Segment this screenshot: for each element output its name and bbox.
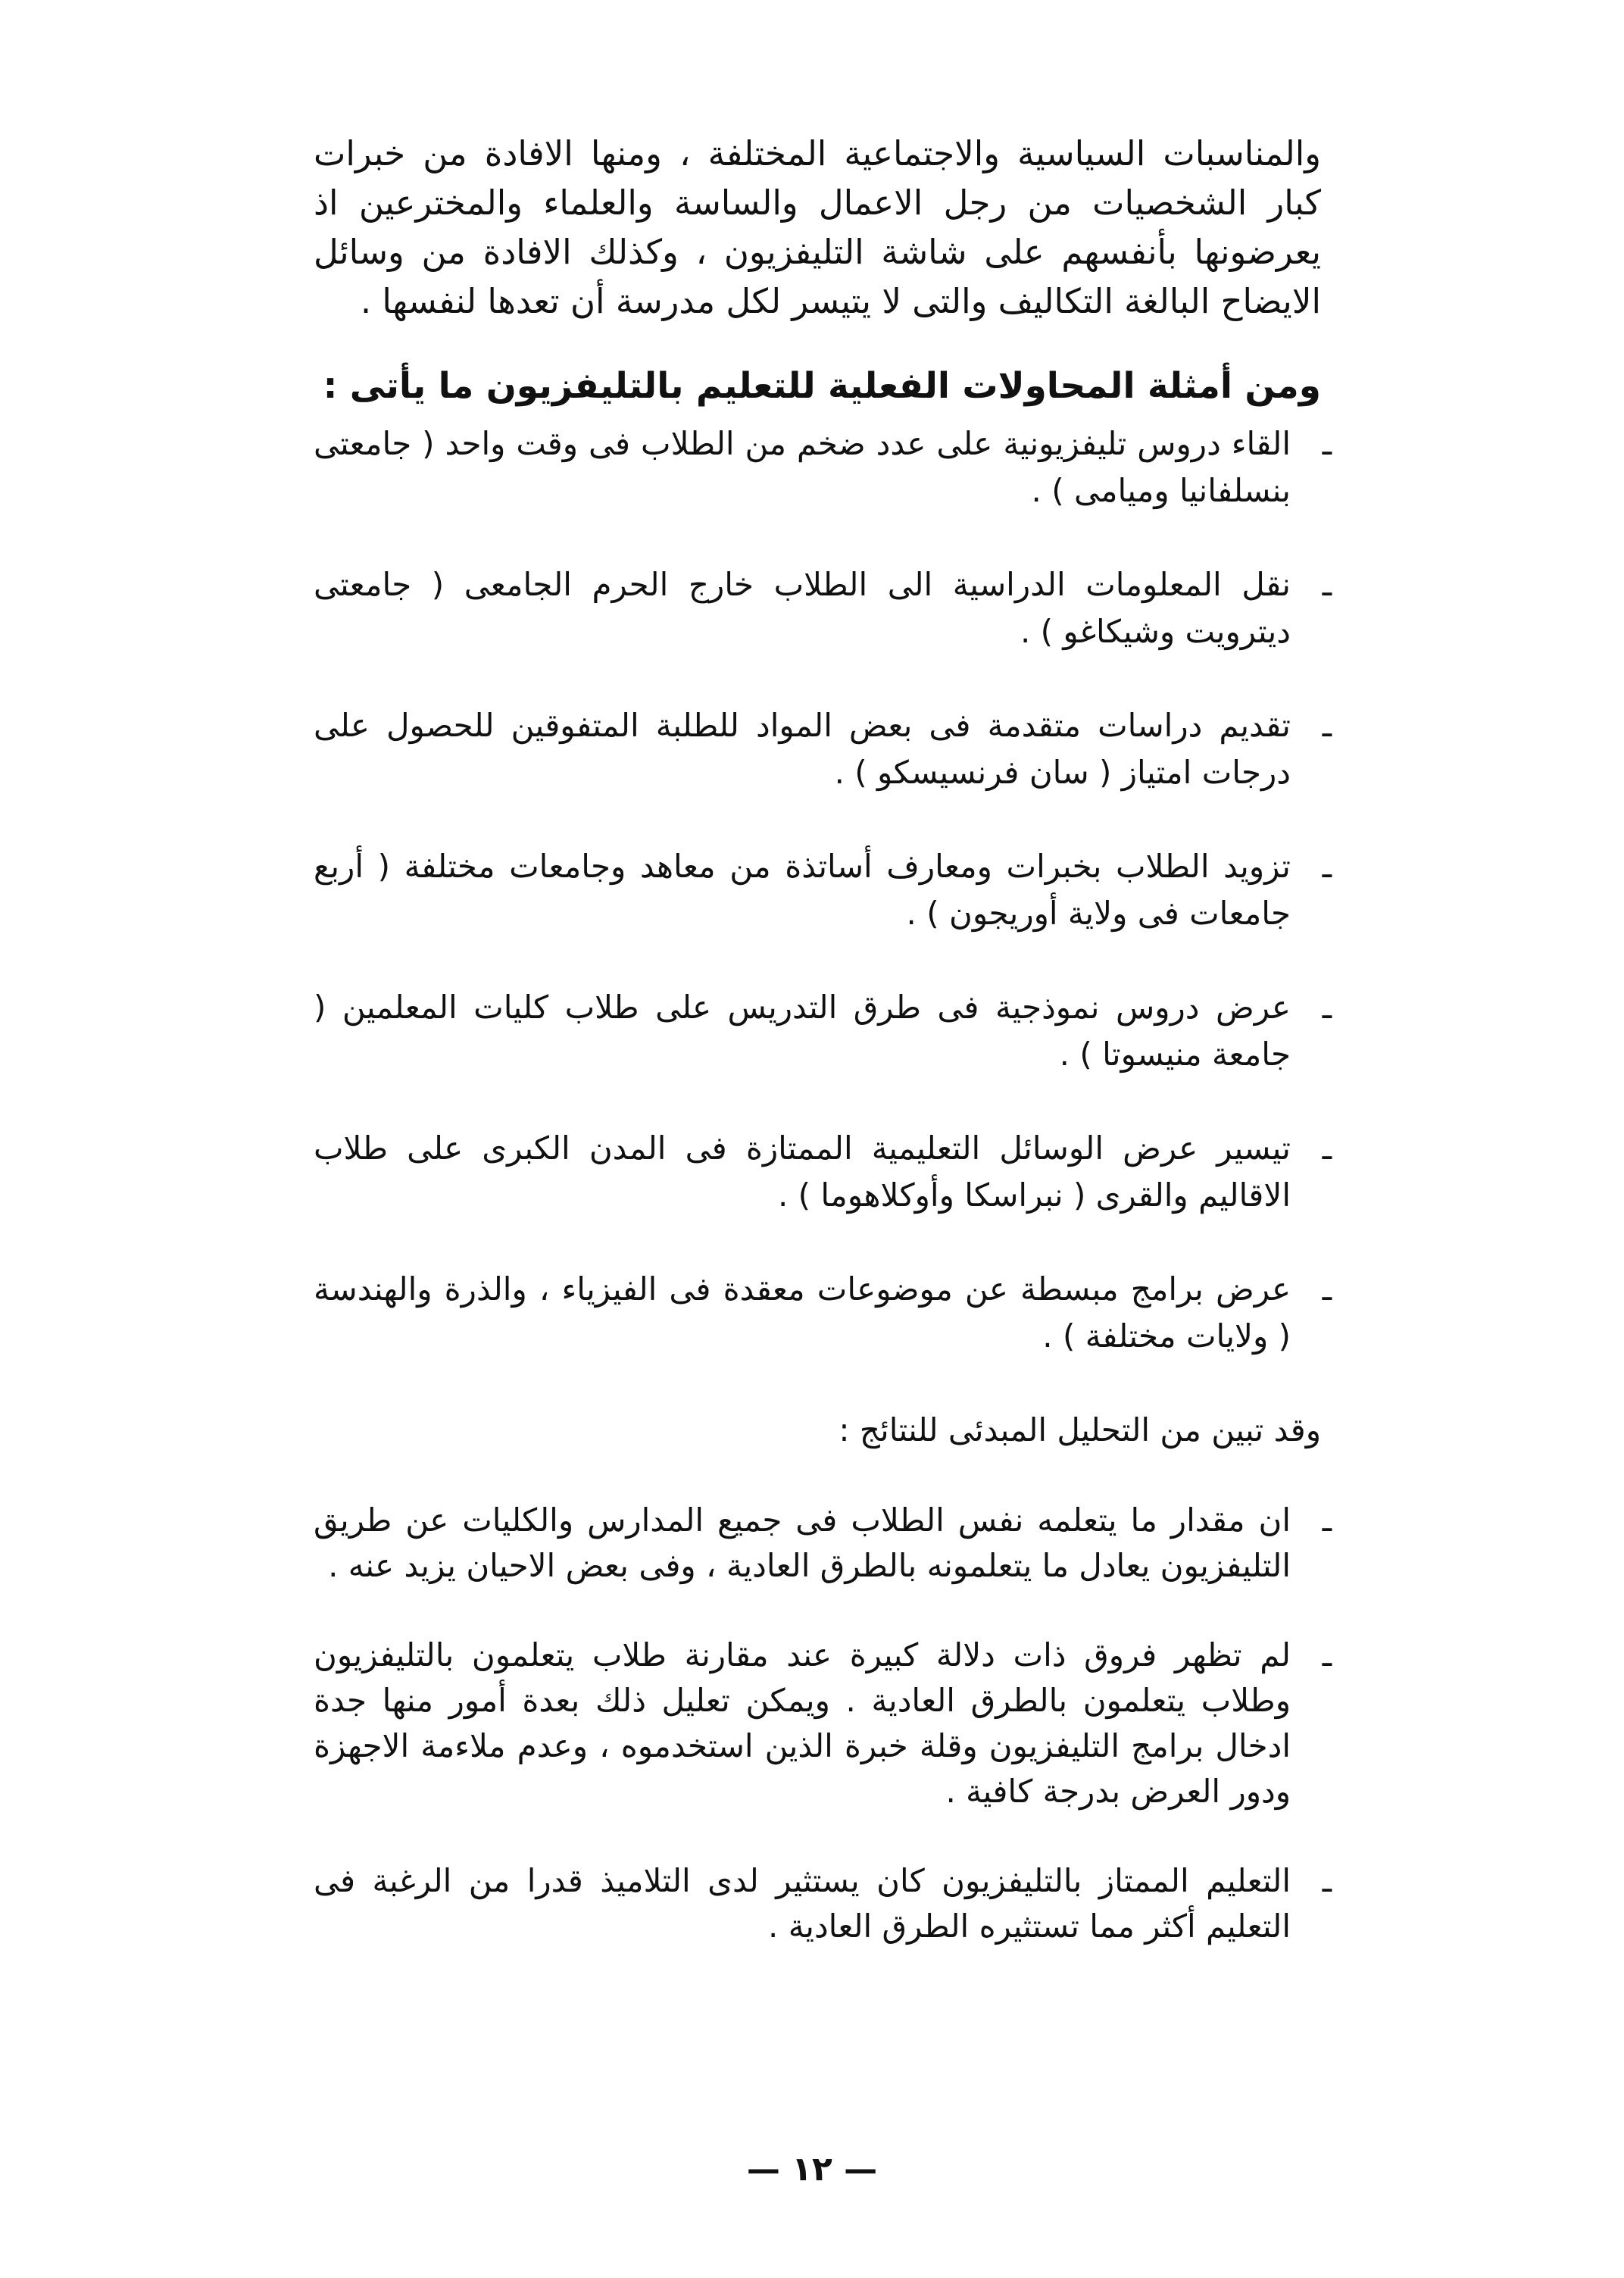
list-item xyxy=(314,1858,1332,1949)
document-page xyxy=(314,129,1332,1993)
bullet-dash: ـ xyxy=(1322,707,1332,744)
list-item xyxy=(314,702,1332,796)
list-item-text: تيسير عرض الوسائل التعليمية الممتازة فى المدن الكبرى على طلاب الاقاليم والقرى ( نبراسكا وأوكلاهوما ) . xyxy=(314,1130,1291,1214)
list-item xyxy=(314,1633,1332,1814)
bullet-dash: ـ xyxy=(1322,989,1332,1026)
list-item-text: القاء دروس تليفزيونية على عدد ضخم من الطلاب فى وقت واحد ( جامعتى بنسلفانيا وميامى ) . xyxy=(314,425,1291,509)
page-number: — ١٢ — xyxy=(746,2150,878,2189)
list-item-text: تزويد الطلاب بخبرات ومعارف أساتذة من معاهد وجامعات مختلفة ( أربع جامعات فى ولاية أوريجون ) . xyxy=(314,848,1291,932)
list-item-text: ان مقدار ما يتعلمه نفس الطلاب فى جميع المدارس والكليات عن طريق التليفزيون يعادل ما يتعلمونه بالطرق العادية ، وفى بعض الاحيان يزيد عنه . xyxy=(314,1501,1291,1584)
bullet-dash: ـ xyxy=(1322,1862,1332,1899)
bullet-dash: ـ xyxy=(1322,1636,1332,1673)
intro-paragraph: والمناسبات السياسية والاجتماعية المختلفة ، ومنها الافادة من خبرات كبار الشخصيات من رجل الاعمال والساسة والعلماء والمخترعين اذ يعرضونها بأنفسهم على شاشة التليفزيون ، وكذلك الافادة من وسائل الايضاح البالغة التكاليف والتى لا يتيسر لكل مدرسة أن تعدها لنفسها . xyxy=(314,133,1321,321)
bullet-dash: ـ xyxy=(1322,425,1332,462)
list-item-text: عرض برامج مبسطة عن موضوعات معقدة فى الفيزياء ، والذرة والهندسة ( ولايات مختلفة ) . xyxy=(314,1270,1291,1355)
examples-list xyxy=(314,420,1332,1360)
list-item xyxy=(314,1125,1332,1219)
list-item xyxy=(314,843,1332,937)
bullet-dash: ـ xyxy=(1322,566,1332,603)
list-item xyxy=(314,561,1332,655)
bullet-dash: ـ xyxy=(1322,1130,1332,1167)
bullet-dash: ـ xyxy=(1322,1501,1332,1539)
list-item xyxy=(314,984,1332,1078)
list-item-text: نقل المعلومات الدراسية الى الطلاب خارج الحرم الجامعى ( جامعتى ديترويت وشيكاغو ) . xyxy=(314,566,1291,650)
list-item xyxy=(314,420,1332,514)
list-item xyxy=(314,1498,1332,1589)
list-item-text: تقديم دراسات متقدمة فى بعض المواد للطلبة المتفوقين للحصول على درجات امتياز ( سان فرنسيسكو ) . xyxy=(314,707,1291,791)
examples-heading: ومن أمثلة المحاولات الفعلية للتعليم بالتليفزيون ما يأتى : xyxy=(323,365,1321,407)
list-item xyxy=(314,1266,1332,1360)
bullet-dash: ـ xyxy=(1322,848,1332,885)
results-heading: وقد تبين من التحليل المبدئى للنتائج : xyxy=(839,1411,1321,1448)
bullet-dash: ـ xyxy=(1322,1270,1332,1308)
results-list xyxy=(314,1498,1332,1949)
list-item-text: التعليم الممتاز بالتليفزيون كان يستثير لدى التلاميذ قدرا من الرغبة فى التعليم أكثر مما تستثيره الطرق العادية . xyxy=(314,1862,1291,1945)
list-item-text: عرض دروس نموذجية فى طرق التدريس على طلاب كليات المعلمين ( جامعة منيسوتا ) . xyxy=(314,989,1291,1073)
list-item-text: لم تظهر فروق ذات دلالة كبيرة عند مقارنة طلاب يتعلمون بالتليفزيون وطلاب يتعلمون بالطرق العادية . ويمكن تعليل ذلك بعدة أمور منها جدة ادخال برامج التليفزيون وقلة خبرة الذين استخدموه ، وعدم ملاءمة الاجهزة ودور العرض بدرجة كافية . xyxy=(314,1636,1291,1810)
